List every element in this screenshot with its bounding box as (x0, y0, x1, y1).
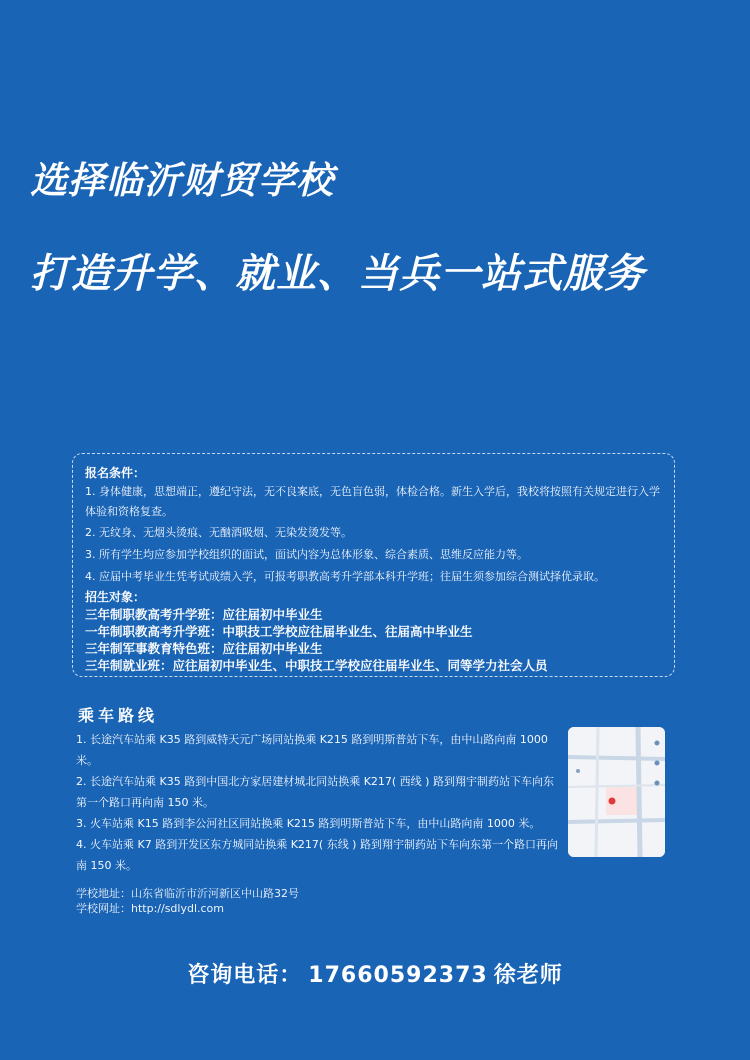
requirements-panel (72, 453, 675, 677)
school-address: 学校地址：山东省临沂市沂河新区中山路32号 (76, 887, 299, 900)
enrollment-item: 一年制职教高考升学班：中职技工学校应往届毕业生、往届高中毕业生 (85, 624, 473, 639)
enrollment-item: 三年制就业班：应往届初中毕业生、中职技工学校应往届毕业生、同等学力社会人员 (85, 658, 548, 673)
headline-line-2: 打造升学、就业、当兵一站式服务 (30, 251, 645, 297)
route-item: 1. 长途汽车站乘 K35 路到威特天元广场同站换乘 K215 路到明斯普站下车，由中山路向南 1000 米。 (76, 733, 548, 767)
enrollment-item: 三年制军事教育特色班：应往届初中毕业生 (85, 641, 323, 656)
location-marker-icon (609, 798, 616, 805)
headline-line-1: 选择临沂财贸学校 (30, 159, 334, 202)
school-info (76, 886, 299, 916)
requirement-item: 1. 身体健康，思想端正，遵纪守法，无不良案底，无色盲色弱，体检合格。新生入学后，我校将按照有关规定进行入学体验和资格复查。 (85, 485, 660, 518)
route-item: 3. 火车站乘 K15 路到李公河社区同站换乘 K215 路到明斯普站下车，由中山路向南 1000 米。 (76, 817, 541, 830)
contact-phone[interactable]: 17660592373 (308, 963, 488, 988)
route-item: 4. 火车站乘 K7 路到开发区东方城同站换乘 K217( 东线 ) 路到翔宇制药站下车向东第一个路口再向南 150 米。 (76, 838, 558, 872)
routes-list (76, 729, 562, 876)
location-map[interactable] (568, 727, 665, 857)
route-item: 2. 长途汽车站乘 K35 路到中国北方家居建材城北同站换乘 K217( 西线 ) 路到翔宇制药站下车向东第一个路口再向南 150 米。 (76, 775, 554, 809)
school-website[interactable]: 学校网址：http://sdlydl.com (76, 902, 225, 915)
contact-line (0, 958, 750, 989)
requirement-item: 3. 所有学生均应参加学校组织的面试，面试内容为总体形象、综合素质、思维反应能力等。 (85, 548, 528, 561)
contact-person: 徐老师 (493, 963, 563, 988)
requirement-item: 2. 无纹身、无烟头烫痕、无酗酒吸烟、无染发烫发等。 (85, 526, 352, 539)
routes-title: 乘车路线 (78, 706, 159, 725)
map-graphic (568, 727, 665, 857)
requirements-title: 报名条件： (85, 466, 146, 480)
requirement-item: 4. 应届中考毕业生凭考试成绩入学，可报考职教高考升学部本科升学班；往届生须参加综合测试择优录取。 (85, 570, 605, 583)
enrollment-title: 招生对象： (85, 590, 146, 604)
contact-label: 咨询电话： (187, 963, 303, 988)
enrollment-item: 三年制职教高考升学班：应往届初中毕业生 (85, 607, 323, 622)
